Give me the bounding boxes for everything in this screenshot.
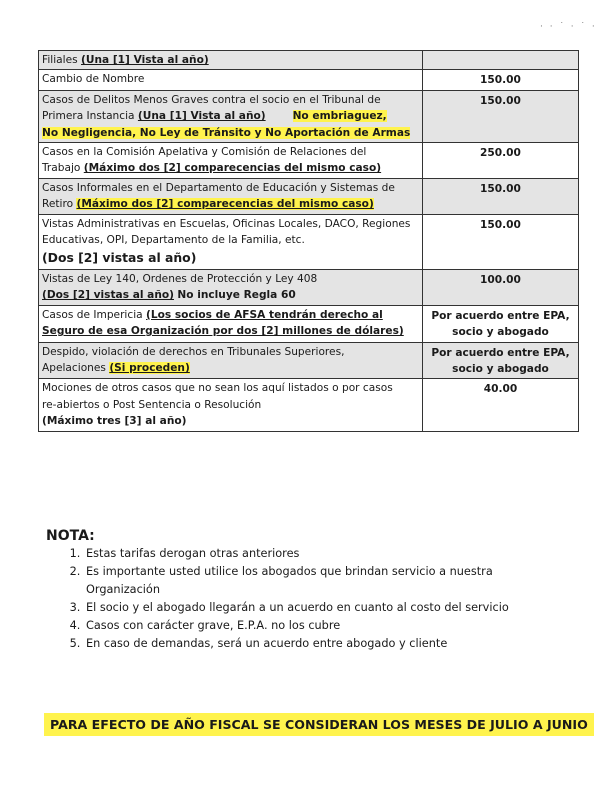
table-row bbox=[39, 305, 579, 342]
service-fee bbox=[423, 51, 579, 70]
fiscal-year-note: PARA EFECTO DE AÑO FISCAL SE CONSIDERAN LOS MESES DE JULIO A JUNIO bbox=[44, 713, 594, 736]
service-fee: Por acuerdo entre EPA, socio y abogado bbox=[423, 342, 579, 379]
list-item: 1. Estas tarifas derogan otras anteriores bbox=[84, 545, 554, 563]
service-description: Cambio de Nombre bbox=[39, 70, 423, 90]
service-fee: 150.00 bbox=[423, 70, 579, 90]
scan-specks: · · ˙ · ˙ · bbox=[540, 22, 597, 32]
nota-title: NOTA: bbox=[46, 528, 95, 544]
table-row bbox=[39, 379, 579, 431]
table-row bbox=[39, 51, 579, 70]
table-row bbox=[39, 70, 579, 90]
highlight-text: No embriaguez, bbox=[292, 110, 387, 123]
service-fee: 100.00 bbox=[423, 269, 579, 305]
service-description: Casos de Impericia (Los socios de AFSA tendrán derecho al Seguro de esa Organización por dos [2] millones de dólares) bbox=[39, 305, 423, 342]
table-row bbox=[39, 178, 579, 214]
service-description: Casos en la Comisión Apelativa y Comisión de Relaciones del Trabajo (Máximo dos [2] comparecencias del mismo caso) bbox=[39, 143, 423, 179]
table-row bbox=[39, 269, 579, 305]
service-fee: 150.00 bbox=[423, 214, 579, 269]
list-item: 2. Es importante usted utilice los abogados que brindan servicio a nuestra Organización bbox=[84, 563, 554, 599]
highlight-text: (Si proceden) bbox=[109, 361, 190, 374]
list-item: 4. Casos con carácter grave, E.P.A. no los cubre bbox=[84, 617, 554, 635]
table-row bbox=[39, 342, 579, 379]
nota-list bbox=[66, 545, 554, 653]
service-fee: 40.00 bbox=[423, 379, 579, 431]
list-item: 5. En caso de demandas, será un acuerdo entre abogado y cliente bbox=[84, 635, 554, 653]
table-row bbox=[39, 90, 579, 142]
highlight-text: No Negligencia, No Ley de Tránsito y No Aportación de Armas bbox=[42, 126, 411, 139]
table-row bbox=[39, 143, 579, 179]
service-description: Casos Informales en el Departamento de Educación y Sistemas de Retiro (Máximo dos [2] comparecencias del mismo caso) bbox=[39, 178, 423, 214]
list-item: 3. El socio y el abogado llegarán a un acuerdo en cuanto al costo del servicio bbox=[84, 599, 554, 617]
service-fee: 250.00 bbox=[423, 143, 579, 179]
service-fee: 150.00 bbox=[423, 90, 579, 142]
service-description: Casos de Delitos Menos Graves contra el socio en el Tribunal de Primera Instancia (Una [1] Vista al año) No embriaguez, No Negligencia, No Ley de Tránsito y No Aportación de Armas bbox=[39, 90, 423, 142]
service-description: Vistas de Ley 140, Ordenes de Protección y Ley 408 (Dos [2] vistas al año) No incluye Regla 60 bbox=[39, 269, 423, 305]
service-description: Mociones de otros casos que no sean los aquí listados o por casos re-abiertos o Post Sentencia o Resolución (Máximo tres [3] al año) bbox=[39, 379, 423, 431]
service-description: Filiales (Una [1] Vista al año) bbox=[39, 51, 423, 70]
table-row bbox=[39, 214, 579, 269]
service-fee: Por acuerdo entre EPA, socio y abogado bbox=[423, 305, 579, 342]
service-description: Vistas Administrativas en Escuelas, Oficinas Locales, DACO, Regiones Educativas, OPI, Departamento de la Familia, etc. (Dos [2] vistas al año) bbox=[39, 214, 423, 269]
service-description: Despido, violación de derechos en Tribunales Superiores, Apelaciones (Si proceden) bbox=[39, 342, 423, 379]
fee-table bbox=[38, 50, 579, 432]
highlight-text: (Máximo dos [2] comparecencias del mismo caso) bbox=[76, 198, 374, 211]
service-fee: 150.00 bbox=[423, 178, 579, 214]
